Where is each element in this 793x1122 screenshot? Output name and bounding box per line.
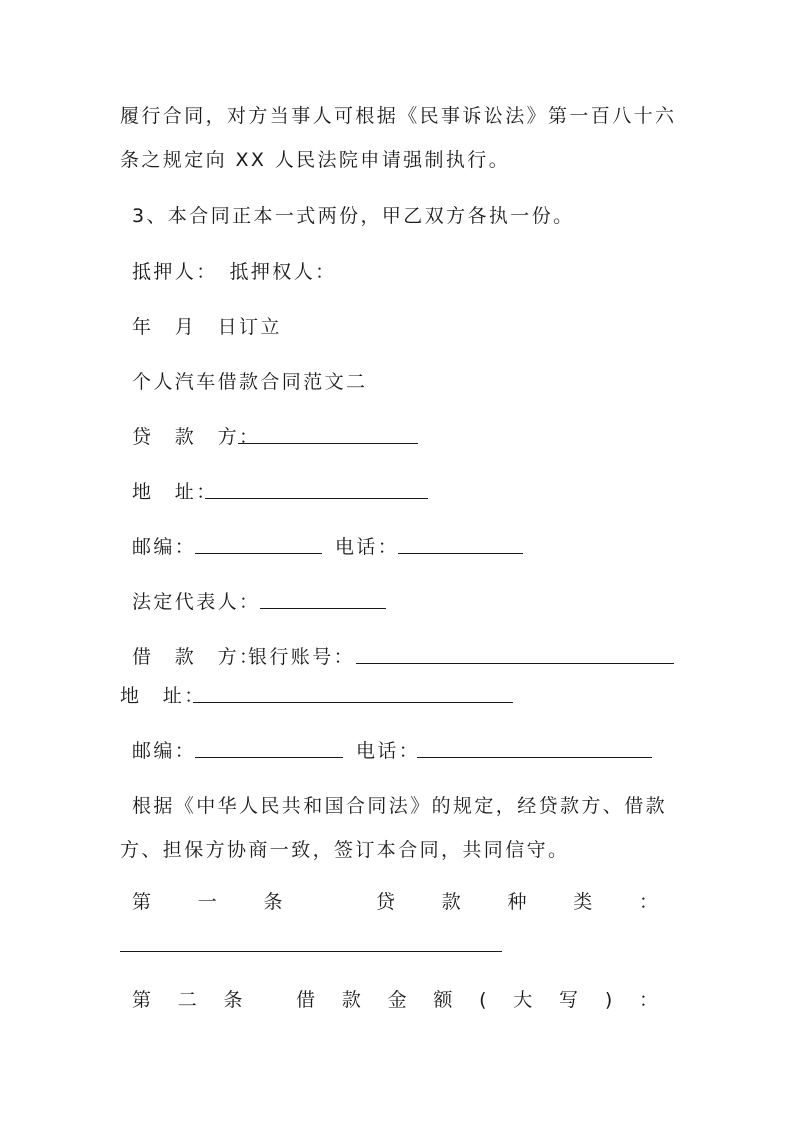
postcode2-blank: [195, 757, 343, 758]
signature-line: 抵押人： 抵押权人：: [132, 261, 337, 283]
article-1-char: 种: [507, 891, 527, 913]
legal-rep-blank: [260, 608, 386, 609]
article-2-char: 额: [433, 989, 453, 1011]
section-title: 个人汽车借款合同范文二: [132, 371, 368, 393]
borrower-label: 借 款 方：: [132, 646, 261, 668]
article-1: [132, 888, 658, 916]
article-2-char: 二: [177, 989, 197, 1011]
address2-label: 地 址：: [120, 685, 206, 707]
address2-blank: [193, 702, 513, 703]
phone2-label: 电话：: [356, 740, 421, 762]
article-2: [132, 986, 658, 1014]
text-line: 条之规定向 XX 人民法院申请强制执行。: [120, 149, 511, 171]
address-label: 地 址：: [132, 481, 218, 503]
loan-type-blank: [120, 951, 502, 952]
legal-rep-label: 法定代表人：: [132, 591, 261, 613]
postcode-label: 邮编：: [132, 536, 197, 558]
article-2-char: 借: [296, 989, 316, 1011]
lender-label: 贷 款 方：: [132, 426, 261, 448]
paragraph-line: 方、担保方协商一致，签订本合同，共同信守。: [120, 839, 570, 861]
date-line: 年 月 日订立: [132, 316, 282, 338]
paragraph-line: 根据《中华人民共和国合同法》的规定，经贷款方、借款: [132, 795, 668, 817]
bank-account-label: 银行账号：: [248, 646, 356, 668]
article-1-char: 类: [573, 891, 593, 913]
bank-account-blank: [356, 663, 674, 664]
article-2-char: 大: [513, 989, 533, 1011]
postcode2-label: 邮编：: [132, 740, 197, 762]
article-1-char: 款: [441, 891, 461, 913]
postcode-blank: [195, 553, 322, 554]
article-2-char: ：: [638, 989, 658, 1011]
phone-blank: [398, 553, 523, 554]
text-line: 履行合同，对方当事人可根据《民事诉讼法》第一百八十六: [120, 105, 677, 127]
phone2-blank: [417, 757, 652, 758]
article-2-char: 条: [223, 989, 243, 1011]
article-2-char: ): [604, 989, 613, 1011]
article-2-char: 写: [559, 989, 579, 1011]
clause-3: 3、本合同正本一式两份，甲乙双方各执一份。: [132, 205, 575, 227]
article-1-char: 第: [132, 891, 152, 913]
article-2-char: 款: [341, 989, 361, 1011]
article-2-char: (: [479, 989, 487, 1011]
article-1-char: 一: [197, 891, 217, 913]
article-1-char: ：: [638, 891, 658, 913]
phone-label: 电话：: [335, 536, 400, 558]
lender-blank: [238, 443, 418, 444]
article-1-char: 贷: [375, 891, 395, 913]
article-2-char: 金: [387, 989, 407, 1011]
article-1-char: 条: [263, 891, 283, 913]
address-blank: [205, 498, 428, 499]
article-2-char: 第: [132, 989, 152, 1011]
